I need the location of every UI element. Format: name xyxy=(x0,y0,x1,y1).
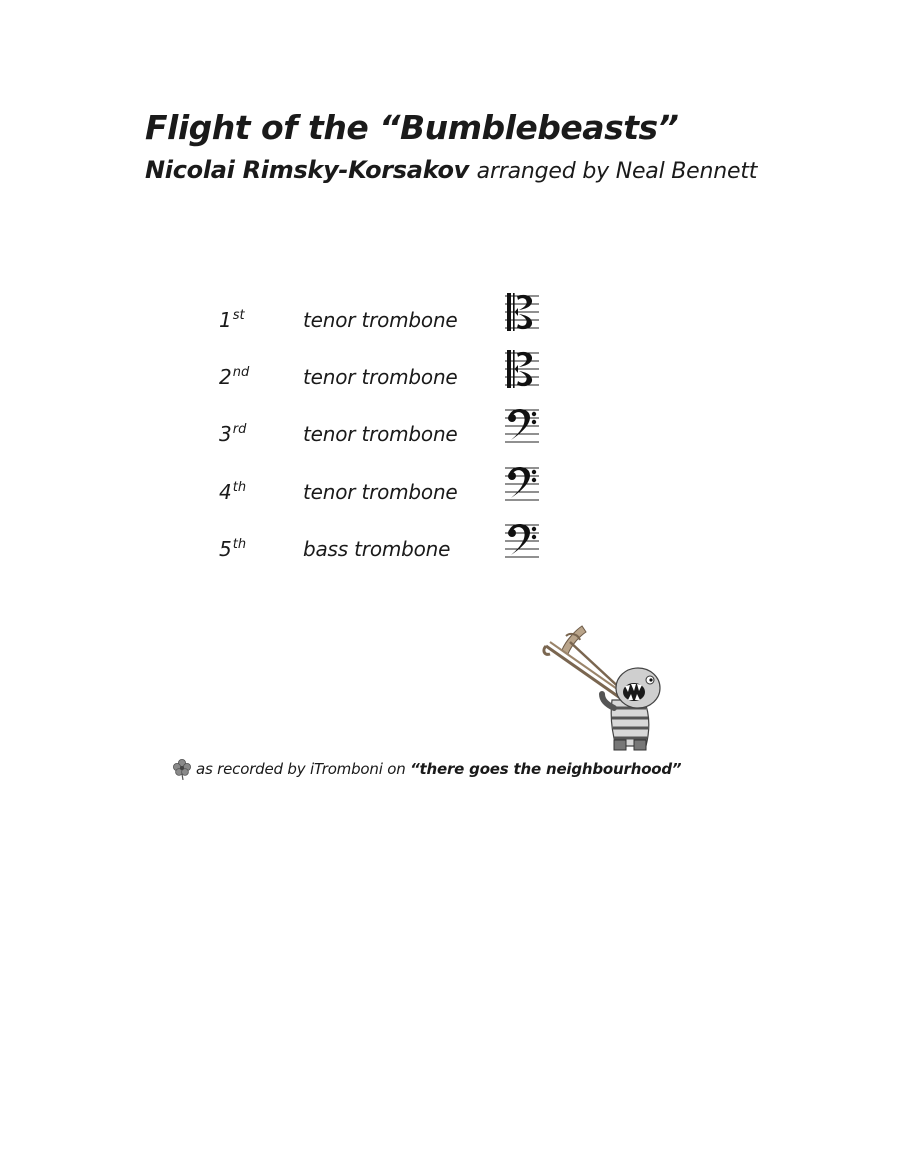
alto-clef-icon xyxy=(505,292,539,334)
part-ordinal: 4th xyxy=(219,480,247,504)
album-title: “there goes the neighbourhood” xyxy=(410,760,682,778)
part-instrument: bass trombone xyxy=(303,537,451,561)
part-instrument: tenor trombone xyxy=(303,480,458,504)
part-row xyxy=(0,537,900,577)
part-row xyxy=(0,365,900,405)
flower-icon xyxy=(172,758,192,780)
subtitle xyxy=(145,156,757,184)
part-row xyxy=(0,422,900,462)
part-row xyxy=(0,308,900,348)
recording-text: as recorded by iTromboni on xyxy=(196,760,406,778)
page-title: Flight of the “Bumblebeasts” xyxy=(145,108,679,147)
part-row xyxy=(0,480,900,520)
bass-clef-icon xyxy=(505,464,539,506)
trombone-creature-illustration xyxy=(540,622,676,754)
part-ordinal: 3rd xyxy=(219,422,247,446)
part-ordinal: 2nd xyxy=(219,365,250,389)
part-ordinal: 1st xyxy=(219,308,245,332)
part-instrument: tenor trombone xyxy=(303,308,458,332)
part-ordinal: 5th xyxy=(219,537,247,561)
arranger-credit: arranged by Neal Bennett xyxy=(476,159,758,184)
part-instrument: tenor trombone xyxy=(303,422,458,446)
composer-name: Nicolai Rimsky-Korsakov xyxy=(145,156,470,184)
bass-clef-icon xyxy=(505,406,539,448)
part-instrument: tenor trombone xyxy=(303,365,458,389)
recording-credit xyxy=(172,758,681,780)
alto-clef-icon xyxy=(505,349,539,391)
bass-clef-icon xyxy=(505,521,539,563)
